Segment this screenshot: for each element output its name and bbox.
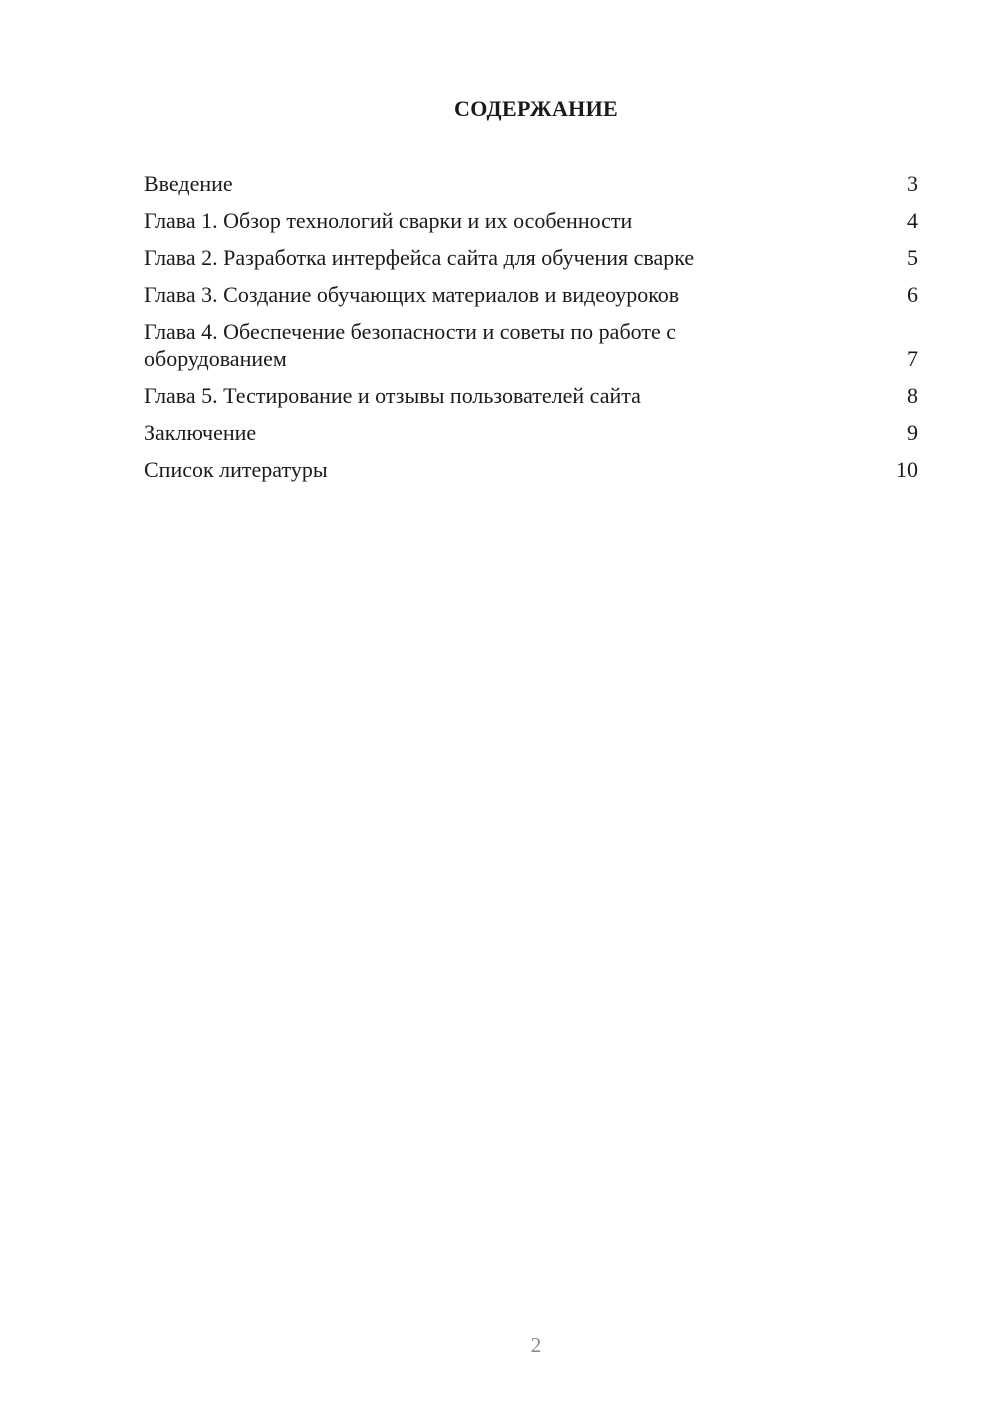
toc-entry-page-number: 6 [907,282,918,307]
toc-entry-title: Глава 5. Тестирование и отзывы пользователей сайта [144,383,641,408]
toc-entry-chapter-5 [144,382,918,409]
toc-entry-title: Глава 2. Разработка интерфейса сайта для обучения сварке [144,245,695,270]
toc-entry-chapter-2 [144,244,918,271]
toc-entry-introduction [144,170,918,197]
toc-entry-title: Список литературы [144,457,328,482]
page-number: 2 [530,1333,542,1357]
toc-entry-page-number: 5 [907,245,918,270]
toc-entry-chapter-4 [144,318,918,372]
toc-entry-title: Заключение [144,420,257,445]
toc-entry-title: Глава 1. Обзор технологий сварки и их особенности [144,208,633,233]
toc-entry-title: Глава 4. Обеспечение безопасности и советы по работе с оборудованием [144,319,676,371]
toc-entry-page-number: 7 [907,346,918,371]
table-of-contents [144,170,918,493]
toc-entry-chapter-1 [144,207,918,234]
toc-entry-page-number: 3 [907,171,918,196]
toc-entry-references [144,456,918,483]
toc-entry-chapter-3 [144,281,918,308]
toc-entry-title: Введение [144,171,233,196]
toc-entry-page-number: 4 [907,208,918,233]
toc-entry-page-number: 9 [907,420,918,445]
toc-entry-conclusion [144,419,918,446]
toc-entry-page-number: 10 [896,457,918,482]
toc-entry-title: Глава 3. Создание обучающих материалов и видеоуроков [144,282,680,307]
page-title: СОДЕРЖАНИЕ [454,96,618,121]
toc-entry-page-number: 8 [907,383,918,408]
